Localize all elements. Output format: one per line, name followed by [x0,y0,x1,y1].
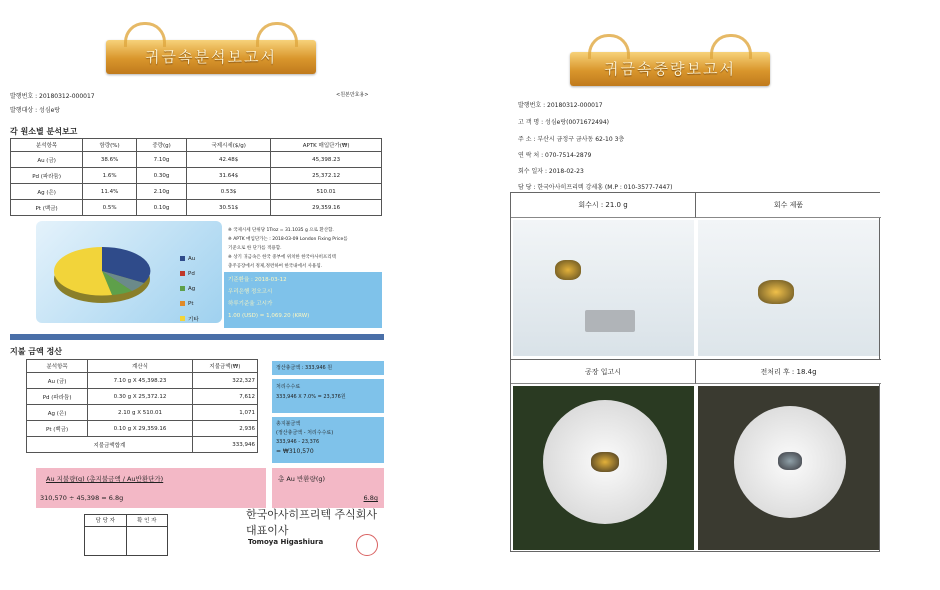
legend-item [180,281,199,296]
legend-label: 기타 [188,316,199,323]
col-header: 중량(g) [137,139,187,152]
weight-report-page [490,14,930,582]
settle-line: 정산총금액 : 333,946 원 [276,365,333,371]
legend-swatch [180,271,185,276]
legend-item [180,251,199,266]
legend-item [180,296,199,311]
table-row [11,168,382,184]
sign-label: 확 인 자 [127,515,168,527]
exchange-line: 하루기준율 고시가 [228,301,273,307]
photo-pretreated [698,386,879,550]
col-header: 분석항목 [27,360,88,373]
cell: 0.30 g X 25,372.12 [88,389,193,405]
cell: 7.10g [137,152,187,168]
cell: 45,398.23 [271,152,382,168]
ceo-name: Tomoya Higashiura [248,538,324,546]
total-label: 지불금액합계 [27,437,193,453]
customer-address: 주 소 : 부산시 금정구 금사동 62-10 3층 [518,136,625,143]
final-payment-box [272,417,384,463]
settle-line: = ₩310,570 [276,448,314,455]
exchange-rate-box [224,272,382,328]
cell: 38.6% [83,152,137,168]
section-title-analysis: 각 원소별 분석보고 [10,127,78,136]
legend-label: Ag [188,285,196,292]
photo-grid [510,192,880,552]
cell: Pd (파라듐) [27,389,88,405]
photo-label-pretreated: 전처리 후 : 18.4g [696,359,881,384]
cell: Au (금) [11,152,83,168]
cell: 510.01 [271,184,382,200]
legend-label: Pt [188,300,194,307]
fee-box [272,379,384,413]
pie-chart-panel [36,221,222,323]
element-analysis-table [10,138,382,216]
sign-label: 담 당 자 [85,515,126,527]
cell: 42.48$ [187,152,271,168]
au-return-formula: 310,570 ÷ 45,398 = 6.8g [40,494,124,502]
total-au-value: 6.8g [363,494,378,502]
customer-phone: 연 락 처 : 070-7514-2879 [518,152,592,159]
table-row [27,389,258,405]
cell: 0.10g [137,200,187,216]
cell: Pt (백금) [27,421,88,437]
scale-image [585,310,635,332]
gold-scrap-image [758,280,794,304]
cell: 1.6% [83,168,137,184]
divider [10,334,384,340]
settle-line: (정산총금액 - 처리수수료) [276,430,334,436]
cell: 2.10g [137,184,187,200]
exchange-line: 우리은행 정오고시 [228,289,273,295]
settle-line: 처리수수료 [276,384,301,390]
cell: 31.64$ [187,168,271,184]
total-au-box [272,468,384,508]
table-row [11,200,382,216]
customer-name: 고 객 명 : 성심e랑(0071672494) [518,119,609,126]
table-row [11,152,382,168]
col-header: 계산식 [88,360,193,373]
settle-line: 333,946 - 23,376 [276,439,320,445]
col-header: 국제시세($/g) [187,139,271,152]
analysis-report-page [6,14,418,582]
col-header: 분석항목 [11,139,83,152]
collect-date: 회수 일자 : 2018-02-23 [518,168,584,175]
issue-number: 발행번호 : 20180312-000017 [518,102,603,109]
settle-line: 총지불금액 [276,421,301,427]
note-line: 충주공장에서 정제,정련하여 한국내에서 사용됨. [228,264,323,269]
cell: Ag (은) [27,405,88,421]
cell: 0.5% [83,200,137,216]
section-title-payment: 지불 금액 정산 [10,347,62,356]
pie-chart [40,227,160,317]
staff-info: 담 당 : 한국아사히프리텍 강세홍 (M.P : 010-3577-7447) [518,184,673,191]
note-line: ※ APTK 매입단가는 : 2018-03-09 London Fixing Price를 [228,237,348,242]
total-value: 333,946 [192,437,257,453]
cell: 2,936 [192,421,257,437]
cell: 0.30g [137,168,187,184]
report-subject: 발행대상 : 성심e랑 [10,107,61,114]
total-row [27,437,258,453]
note-line: ※ 국제시세 단위당 1Troz = 31.1035 g 으로 환산함. [228,228,334,233]
report-title-banner: 귀금속중량보고서 [570,52,770,86]
settle-total-box [272,361,384,375]
photo-product [698,220,879,356]
note-line: ※ 상기 귀금속은 한국 중부에 위치한 한국아사히프리텍 [228,255,336,260]
au-return-title: Au 지불량(g) (총지불금액 / Au반환단가) [46,475,164,483]
legend-swatch [180,316,185,321]
photo-label-factory: 공장 입고시 [511,359,696,384]
cell: 30.51$ [187,200,271,216]
cell: 7,612 [192,389,257,405]
legend-label: Pd [188,270,195,277]
photo-label-product: 회수 제품 [696,193,881,218]
photo-factory-intake [513,386,694,550]
table-row [11,184,382,200]
metal-scrap-image [778,452,802,470]
company-seal [356,534,378,556]
payment-table [26,359,258,453]
exchange-line: 기준환율 : 2018-03-12 [228,277,287,283]
legend-swatch [180,301,185,306]
cell: 7.10 g X 45,398.23 [88,373,193,389]
exchange-line: 1.00 (USD) = 1,069.20 (KRW) [228,313,310,319]
cell: 322,327 [192,373,257,389]
cell: Ag (은) [11,184,83,200]
photo-label-collected: 회수시 : 21.0 g [511,193,696,218]
cell: Au (금) [27,373,88,389]
gold-scrap-image [591,452,619,472]
cell: 0.53$ [187,184,271,200]
ceo-title: 대표이사 [246,524,289,537]
col-header: APTK 매입단가(₩) [271,139,382,152]
cell: Pd (파라듐) [11,168,83,184]
company-name: 한국아사히프리텍 주식회사 [246,508,378,521]
original-tag: <원본만효용> [336,92,369,98]
sign-cell-staff [85,515,127,555]
cell: Pt (백금) [11,200,83,216]
table-row [27,421,258,437]
cell: 11.4% [83,184,137,200]
cell: 25,372.12 [271,168,382,184]
col-header: 함량(%) [83,139,137,152]
legend-item [180,311,199,326]
notes-block [228,226,348,271]
photo-collected-scale [513,220,694,356]
table-row [27,405,258,421]
cell: 1,071 [192,405,257,421]
total-au-title: 총 Au 반환량(g) [278,475,326,483]
legend-label: Au [188,255,196,262]
table-row [27,373,258,389]
sign-cell-checker [127,515,168,555]
au-return-box [36,468,266,508]
note-line: 기준으로 한 단가를 적용함. [228,246,282,251]
gold-scrap-image [555,260,581,280]
issue-number: 발행번호 : 20180312-000017 [10,93,95,100]
cell: 2.10 g X 510.01 [88,405,193,421]
pie-legend [180,251,199,326]
col-header: 지불금액(₩) [192,360,257,373]
legend-item [180,266,199,281]
cell: 29,359.16 [271,200,382,216]
signature-grid [84,514,168,556]
legend-swatch [180,286,185,291]
report-title-banner: 귀금속분석보고서 [106,40,316,74]
cell: 0.10 g X 29,359.16 [88,421,193,437]
legend-swatch [180,256,185,261]
settle-line: 333,946 X 7.0% = 23,376원 [276,394,346,400]
